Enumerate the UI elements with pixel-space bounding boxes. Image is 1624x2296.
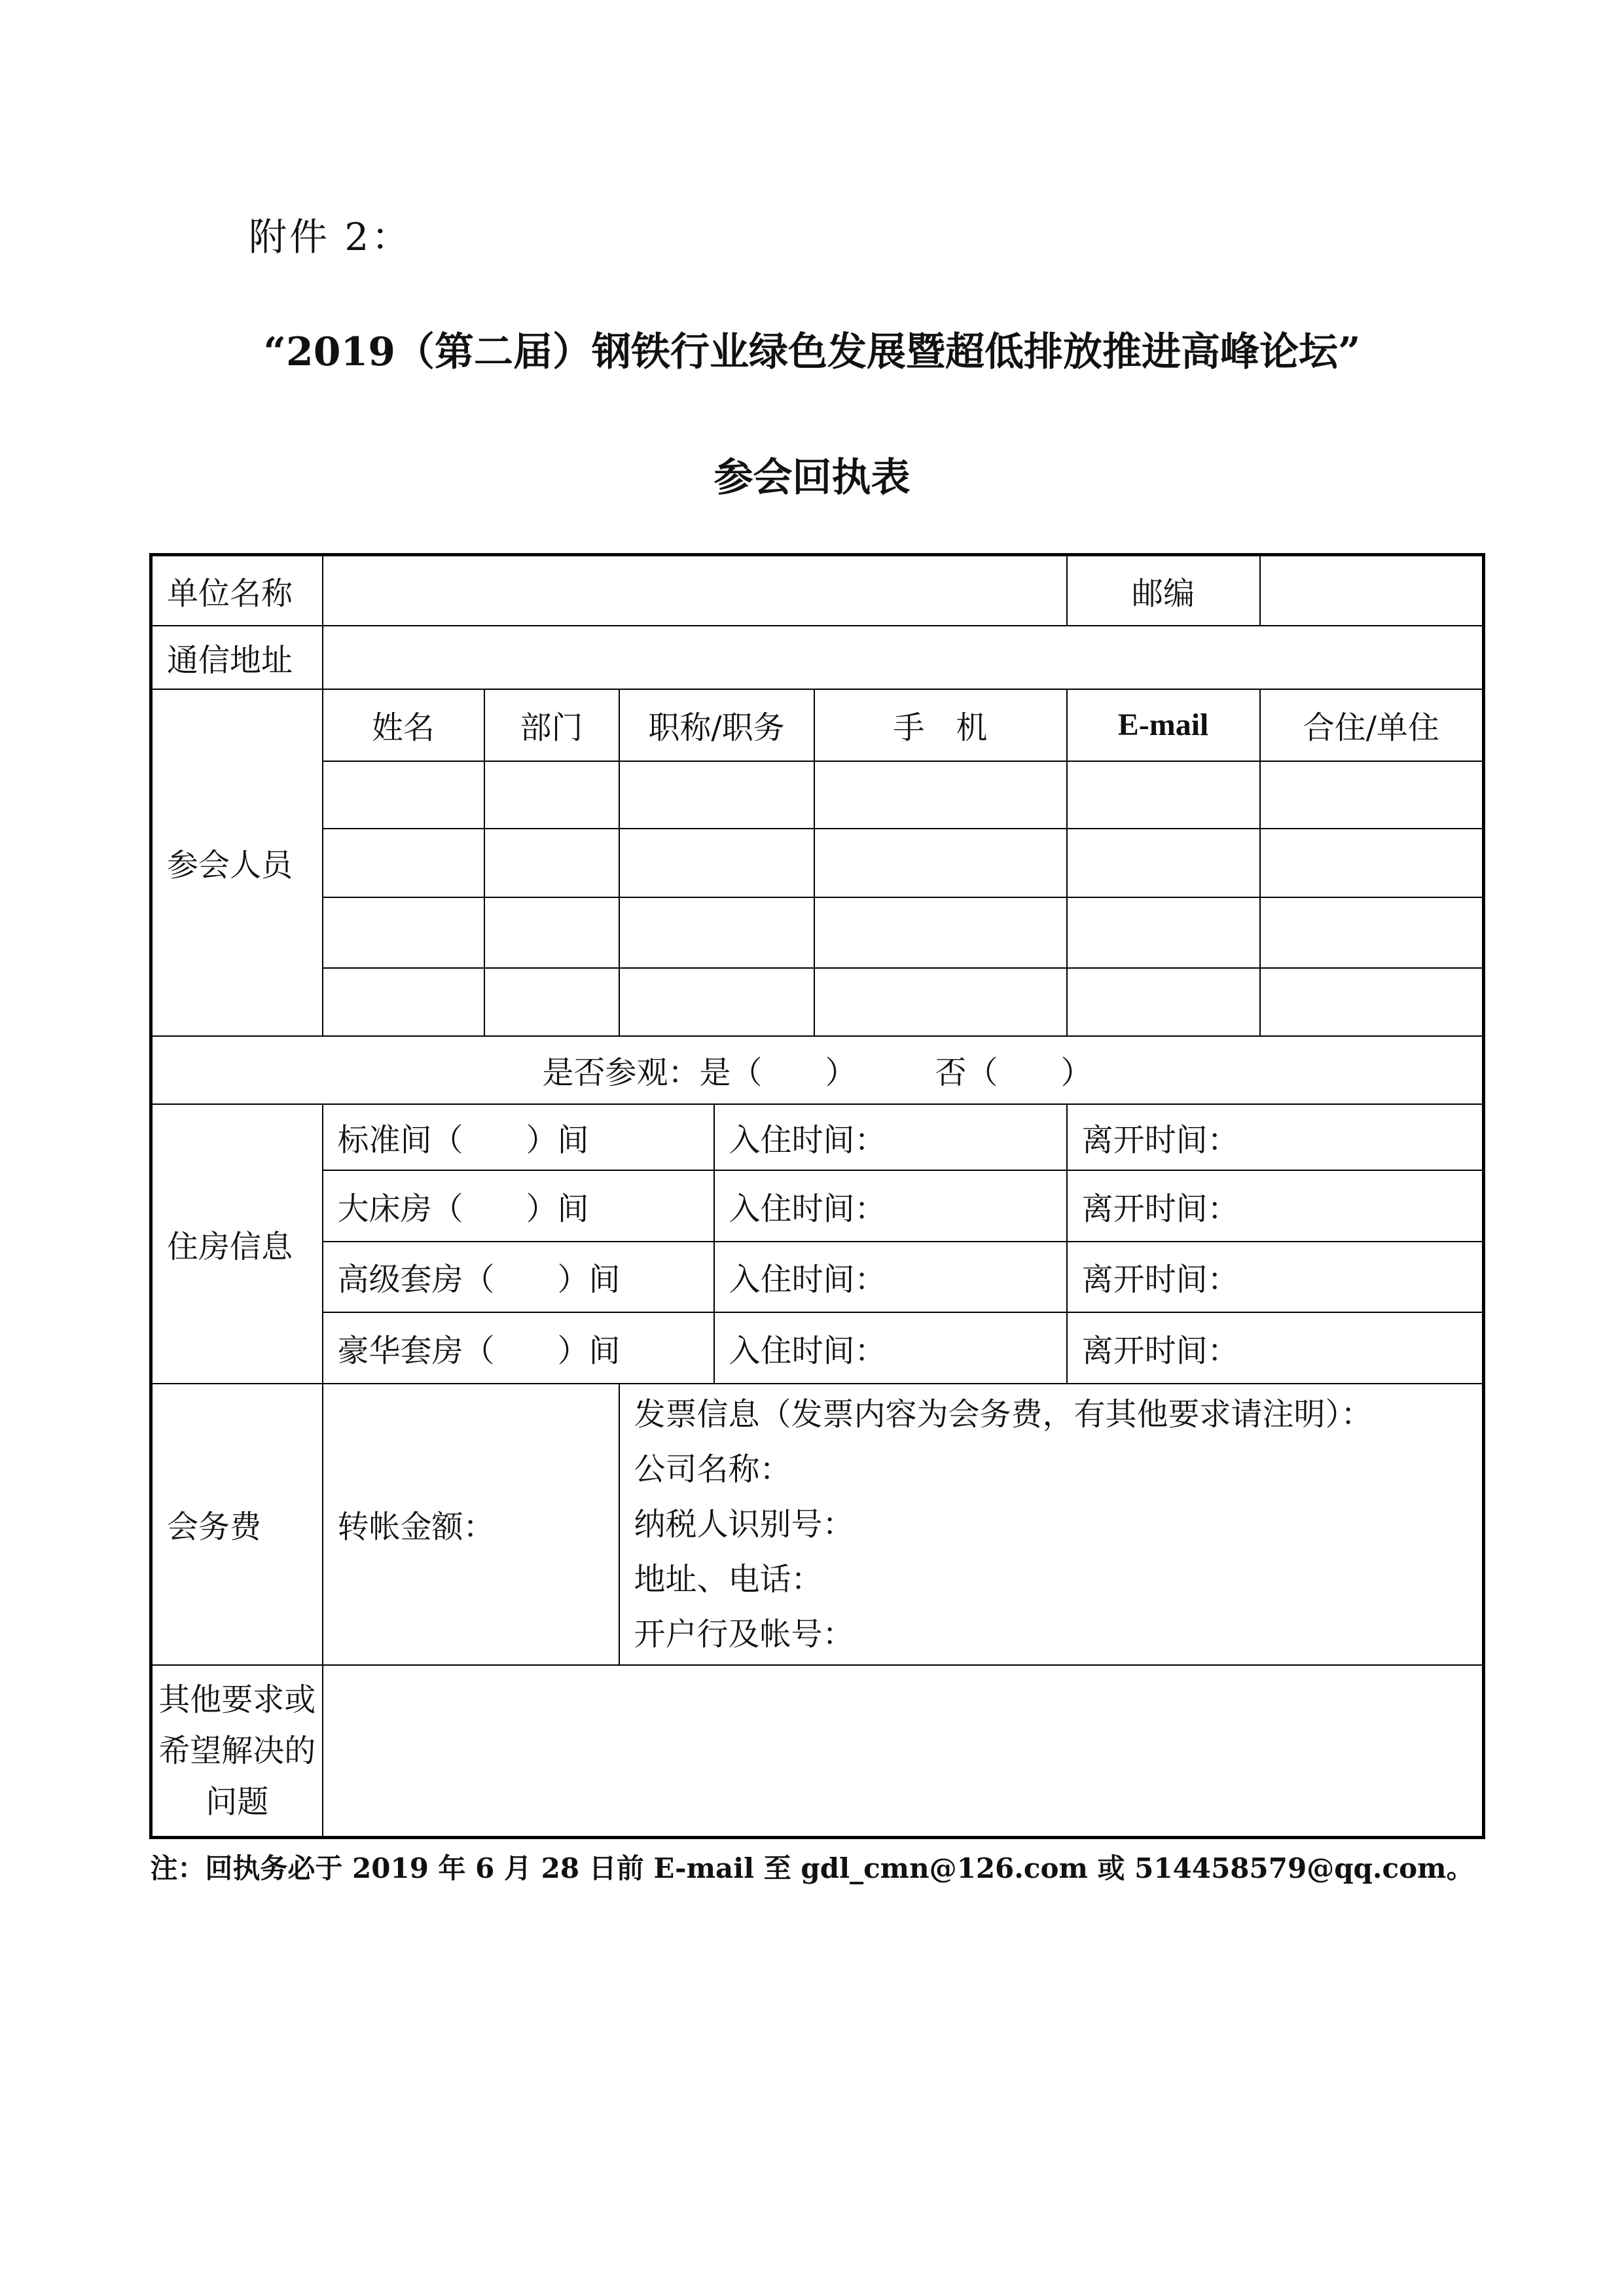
attendee-mobile-cell[interactable] [814, 968, 1067, 1036]
postcode-label: 邮编 [1067, 555, 1260, 626]
room-row [151, 1170, 1484, 1242]
lodging-label: 住房信息 [151, 1104, 323, 1384]
attendee-title-cell[interactable] [619, 829, 814, 897]
room-checkin[interactable]: 入住时间： [714, 1242, 1067, 1312]
attendee-name-cell[interactable] [323, 829, 484, 897]
column-room-sharing: 合住/单住 [1260, 689, 1484, 761]
attendee-name-cell[interactable] [323, 897, 484, 968]
attendee-mobile-cell[interactable] [814, 761, 1067, 829]
attendee-row [151, 968, 1484, 1036]
room-checkin[interactable]: 入住时间： [714, 1104, 1067, 1170]
attendee-mobile-cell[interactable] [814, 897, 1067, 968]
fee-label: 会务费 [151, 1384, 323, 1665]
room-row [151, 1242, 1484, 1312]
attendee-title-cell[interactable] [619, 968, 814, 1036]
invoice-bank-account: 开户行及帐号： [634, 1615, 854, 1653]
footer-note: 注：回执务必于 2019 年 6 月 28 日前 E-mail 至 gdl_cmn@126.com 或 514458579@qq.com。 [150, 1852, 1474, 1884]
column-name: 姓名 [323, 689, 484, 761]
room-checkin[interactable]: 入住时间： [714, 1170, 1067, 1242]
attendee-email-cell[interactable] [1067, 761, 1260, 829]
attendee-title-cell[interactable] [619, 897, 814, 968]
fee-row [151, 1384, 1484, 1665]
invoice-address-phone: 地址、电话： [634, 1560, 823, 1598]
attendee-row [151, 829, 1484, 897]
transfer-amount-label[interactable]: 转帐金额： [323, 1384, 619, 1665]
attendee-row [151, 761, 1484, 829]
invoice-taxpayer-id: 纳税人识别号： [634, 1505, 854, 1543]
registration-form-table [149, 553, 1485, 1839]
attendee-name-cell[interactable] [323, 968, 484, 1036]
invoice-company-name: 公司名称： [634, 1450, 791, 1488]
attendee-name-cell[interactable] [323, 761, 484, 829]
column-department: 部门 [484, 689, 619, 761]
attendee-department-cell[interactable] [484, 761, 619, 829]
address-field[interactable] [323, 626, 1484, 689]
attendee-room-sharing-cell[interactable] [1260, 829, 1484, 897]
address-row [151, 626, 1484, 689]
column-email: E-mail [1067, 689, 1260, 761]
attachment-label: 附件 2： [249, 215, 412, 259]
invoice-info-heading: 发票信息（发票内容为会务费，有其他要求请注明）： [634, 1395, 1373, 1433]
unit-row [151, 555, 1484, 626]
unit-name-label: 单位名称 [151, 555, 323, 626]
room-checkin[interactable]: 入住时间： [714, 1312, 1067, 1384]
attendee-department-cell[interactable] [484, 968, 619, 1036]
others-field[interactable] [323, 1665, 1484, 1838]
document-title: “2019（第二届）钢铁行业绿色发展暨超低排放推进高峰论坛” [263, 329, 1361, 375]
room-checkout[interactable]: 离开时间： [1067, 1104, 1484, 1170]
others-label: 其他要求或希望解决的问题 [151, 1665, 323, 1838]
visit-row [151, 1036, 1484, 1104]
room-type[interactable]: 豪华套房（ ）间 [323, 1312, 714, 1384]
room-type[interactable]: 大床房（ ）间 [323, 1170, 714, 1242]
attendees-label: 参会人员 [151, 689, 323, 1036]
attendee-room-sharing-cell[interactable] [1260, 761, 1484, 829]
visit-question[interactable]: 是否参观：是（ ） 否（ ） [151, 1036, 1484, 1104]
room-row [151, 1104, 1484, 1170]
others-row [151, 1665, 1484, 1838]
room-checkout[interactable]: 离开时间： [1067, 1242, 1484, 1312]
attendee-room-sharing-cell[interactable] [1260, 897, 1484, 968]
attendee-email-cell[interactable] [1067, 829, 1260, 897]
attendee-title-cell[interactable] [619, 761, 814, 829]
column-mobile: 手 机 [814, 689, 1067, 761]
room-type[interactable]: 高级套房（ ）间 [323, 1242, 714, 1312]
attendees-header-row [151, 689, 1484, 761]
form-subtitle: 参会回执表 [713, 455, 911, 501]
room-checkout[interactable]: 离开时间： [1067, 1312, 1484, 1384]
attendee-mobile-cell[interactable] [814, 829, 1067, 897]
attendee-email-cell[interactable] [1067, 897, 1260, 968]
invoice-info[interactable] [619, 1384, 1484, 1665]
room-row [151, 1312, 1484, 1384]
attendee-department-cell[interactable] [484, 829, 619, 897]
attendee-email-cell[interactable] [1067, 968, 1260, 1036]
attendee-row [151, 897, 1484, 968]
column-title: 职称/职务 [619, 689, 814, 761]
postcode-field[interactable] [1260, 555, 1484, 626]
attendee-department-cell[interactable] [484, 897, 619, 968]
unit-name-field[interactable] [323, 555, 1067, 626]
room-checkout[interactable]: 离开时间： [1067, 1170, 1484, 1242]
attendee-room-sharing-cell[interactable] [1260, 968, 1484, 1036]
address-label: 通信地址 [151, 626, 323, 689]
room-type[interactable]: 标准间（ ）间 [323, 1104, 714, 1170]
